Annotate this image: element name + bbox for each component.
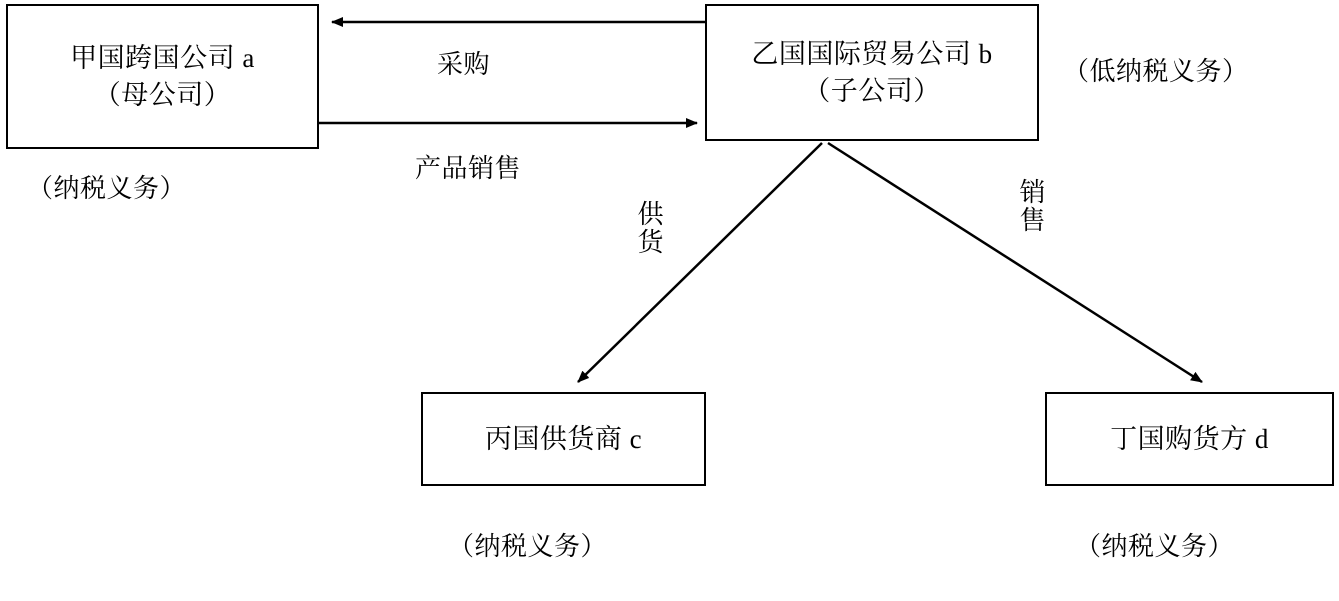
- node-b-line2: （子公司）: [803, 75, 941, 106]
- node-a-line2: （母公司）: [93, 79, 232, 110]
- caption-node-d: （纳税义务）: [1075, 532, 1235, 561]
- edge-label-product-sales: 产品销售: [415, 154, 522, 183]
- node-supplier-c[interactable]: [421, 392, 706, 486]
- node-parent-company-a[interactable]: [6, 4, 319, 149]
- caption-node-b: （低纳税义务）: [1063, 57, 1249, 86]
- edge-label-purchase: 采购: [437, 50, 491, 79]
- edge-label-supply: 供货: [634, 200, 663, 256]
- caption-node-a: （纳税义务）: [27, 174, 187, 203]
- node-d-line1: 丁国购货方 d: [1110, 423, 1269, 454]
- node-trading-subsidiary-b[interactable]: [705, 4, 1039, 141]
- caption-node-c: （纳税义务）: [448, 532, 608, 561]
- node-c-line1: 丙国供货商 c: [484, 423, 643, 454]
- edge-label-sell: 销售: [1016, 178, 1045, 234]
- connector-b-to-c: [578, 143, 822, 382]
- node-buyer-d[interactable]: [1045, 392, 1334, 486]
- node-b-line1: 乙国国际贸易公司 b: [751, 39, 993, 70]
- node-a-line1: 甲国跨国公司 a: [70, 43, 255, 74]
